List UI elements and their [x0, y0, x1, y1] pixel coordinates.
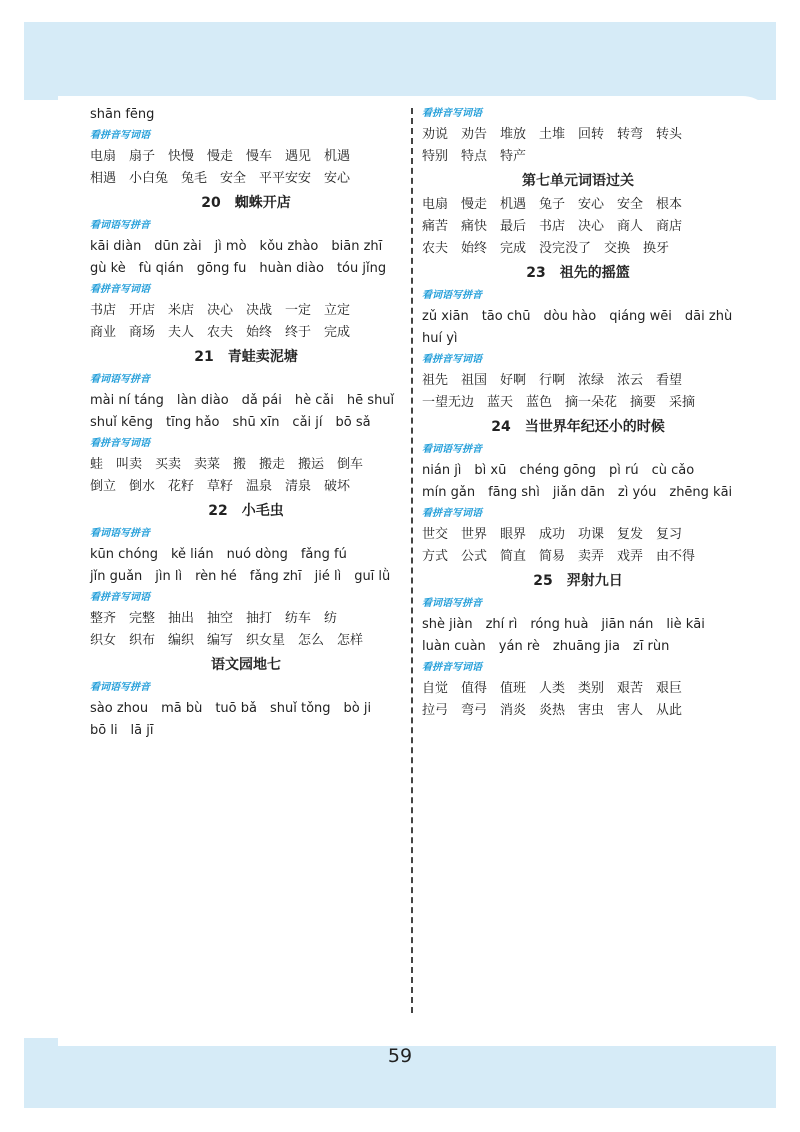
- pinyin-line: shè jiàn zhí rì róng huà jiān nán liè kāi: [422, 617, 705, 632]
- lesson-title: 25 羿射九日: [533, 573, 623, 589]
- right-column: [422, 104, 734, 722]
- pinyin-line: nián jì bì xū chéng gōng pì rú cù cǎo: [422, 463, 695, 478]
- word-line: 电扇 扇子 快慢 慢走 慢车 遇见 机遇: [90, 149, 351, 164]
- word-line: 世交 世界 眼界 成功 功课 复发 复习: [422, 527, 683, 542]
- pinyin-line: shān fēng: [90, 107, 155, 122]
- word-line: 痛苦 痛快 最后 书店 决心 商人 商店: [422, 219, 683, 234]
- pinyin-line: kāi diàn dūn zài jì mò kǒu zhào biān zhī: [90, 239, 383, 254]
- word-line: 自觉 值得 值班 人类 类别 艰苦 艰巨: [422, 681, 683, 696]
- lesson-title: 24 当世界年纪还小的时候: [491, 419, 665, 435]
- section-label: 看拼音写词语: [422, 108, 482, 119]
- top-banner: [24, 22, 776, 100]
- section-label: 看词语写拼音: [90, 528, 150, 539]
- word-line: 蛙 叫卖 买卖 卖菜 搬 搬走 搬运 倒车: [90, 457, 364, 472]
- left-column: [90, 104, 402, 742]
- lesson-title: 23 祖先的摇篮: [526, 265, 630, 281]
- section-label: 看拼音写词语: [422, 354, 482, 365]
- section-label: 看拼音写词语: [422, 508, 482, 519]
- word-line: 相遇 小白兔 兔毛 安全 平平安安 安心: [90, 171, 351, 186]
- unit-review-title: 第七单元词语过关: [522, 173, 634, 189]
- word-line: 商业 商场 夫人 农夫 始终 终于 完成: [90, 325, 351, 340]
- pinyin-line: mài ní táng làn diào dǎ pái hè cǎi hē shuǐ: [90, 393, 395, 408]
- section-label: 看拼音写词语: [90, 438, 150, 449]
- word-line: 一望无边 蓝天 蓝色 摘一朵花 摘要 采摘: [422, 395, 696, 410]
- word-line: 倒立 倒水 花籽 草籽 温泉 清泉 破坏: [90, 479, 351, 494]
- pinyin-line: mín gǎn fāng shì jiǎn dān zì yóu zhēng kāi: [422, 485, 733, 500]
- word-line: 特别 特点 特产: [422, 149, 527, 164]
- section-label: 看词语写拼音: [90, 682, 150, 693]
- word-line: 拉弓 弯弓 消炎 炎热 害虫 害人 从此: [422, 703, 683, 718]
- pinyin-line: huí yì: [422, 331, 458, 346]
- section-label: 看词语写拼音: [90, 374, 150, 385]
- section-label: 看拼音写词语: [90, 592, 150, 603]
- word-line: 整齐 完整 抽出 抽空 抽打 纺车 纺: [90, 611, 338, 626]
- word-line: 书店 开店 米店 决心 决战 一定 立定: [90, 303, 351, 318]
- section-label: 看词语写拼音: [422, 444, 482, 455]
- section-label: 看词语写拼音: [422, 598, 482, 609]
- pinyin-line: jǐn guǎn jìn lì rèn hé fǎng zhī jié lì guī lǜ: [90, 569, 391, 584]
- word-line: 劝说 劝告 堆放 土堆 回转 转弯 转头: [422, 127, 683, 142]
- pinyin-line: sào zhou mā bù tuō bǎ shuǐ tǒng bò ji: [90, 701, 372, 716]
- word-line: 织女 织布 编织 编写 织女星 怎么 怎样: [90, 633, 364, 648]
- lesson-title: 20 蜘蛛开店: [201, 195, 291, 211]
- lesson-title: 22 小毛虫: [208, 503, 284, 519]
- section-label: 看词语写拼音: [90, 220, 150, 231]
- pinyin-line: kūn chóng kě lián nuó dòng fǎng fú: [90, 547, 347, 562]
- word-line: 电扇 慢走 机遇 兔子 安心 安全 根本: [422, 197, 683, 212]
- pinyin-line: gù kè fù qián gōng fu huàn diào tóu jǐng: [90, 261, 387, 276]
- section-label: 看词语写拼音: [422, 290, 482, 301]
- word-line: 农夫 始终 完成 没完没了 交换 换牙: [422, 241, 670, 256]
- page-number: 59: [387, 1045, 413, 1067]
- pinyin-line: shuǐ kēng tīng hǎo shū xīn cǎi jí bō sǎ: [90, 415, 371, 430]
- word-line: 方式 公式 简直 简易 卖弄 戏弄 由不得: [422, 549, 696, 564]
- lesson-title: 21 青蛙卖泥塘: [194, 349, 298, 365]
- column-divider: [411, 108, 413, 1013]
- pinyin-line: bō li lā jī: [90, 723, 154, 738]
- section-label: 看拼音写词语: [90, 284, 150, 295]
- section-label: 看拼音写词语: [422, 662, 482, 673]
- section-label: 看拼音写词语: [90, 130, 150, 141]
- word-line: 祖先 祖国 好啊 行啊 浓绿 浓云 看望: [422, 373, 683, 388]
- lesson-title: 语文园地七: [211, 657, 281, 673]
- pinyin-line: luàn cuàn yán rè zhuāng jia zī rùn: [422, 639, 670, 654]
- pinyin-line: zǔ xiān tāo chū dòu hào qiáng wēi dāi zhù: [422, 309, 733, 324]
